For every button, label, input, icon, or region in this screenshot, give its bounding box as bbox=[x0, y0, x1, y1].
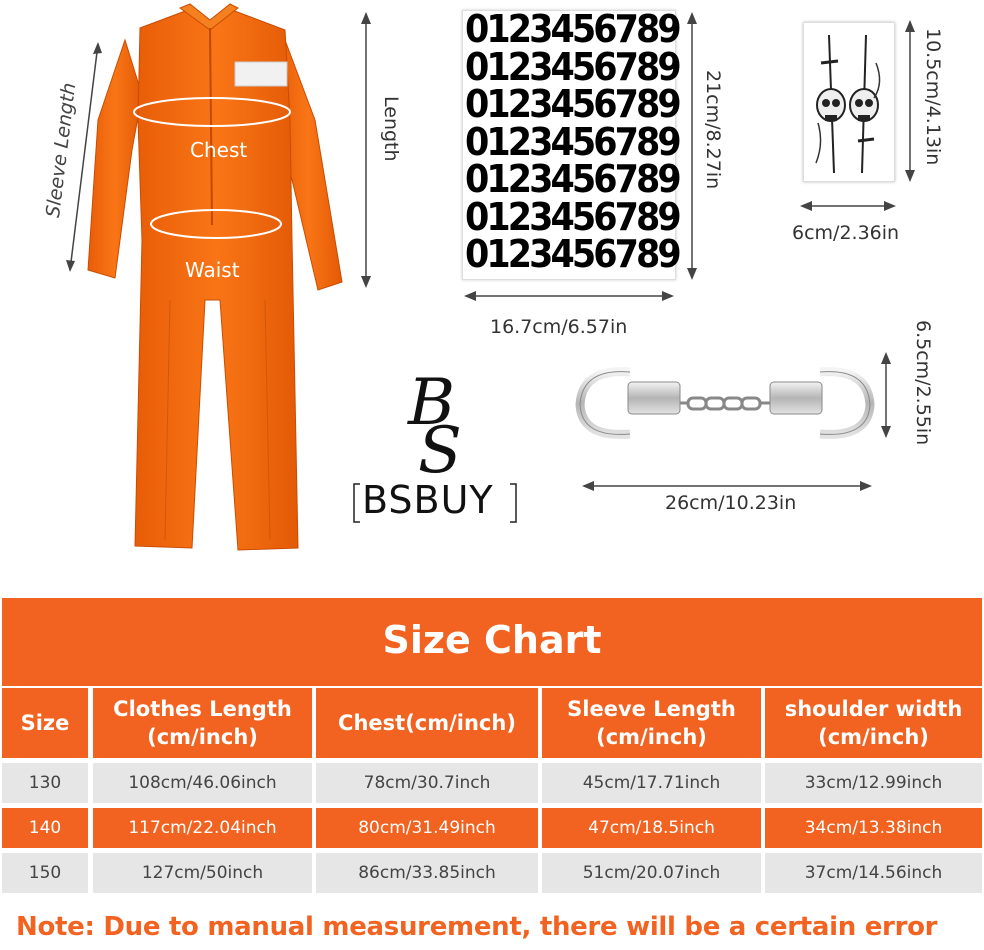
table-cell: 150 bbox=[2, 853, 88, 893]
number-row: 0123456789 bbox=[465, 82, 679, 126]
svg-text:S: S bbox=[418, 414, 462, 477]
chest-label: Chest bbox=[190, 138, 248, 162]
table-cell: 51cm/20.07inch bbox=[542, 853, 761, 893]
bsbuy-logo-mark bbox=[400, 362, 480, 477]
tattoo-height-label: 10.5cm/4.13in bbox=[922, 28, 944, 166]
skull-dagger-icon bbox=[804, 23, 894, 181]
length-arrow bbox=[356, 10, 376, 290]
sheet-width-label: 16.7cm/6.57in bbox=[490, 316, 628, 338]
table-cell: 86cm/33.85inch bbox=[316, 853, 538, 893]
table-cell: 140 bbox=[2, 808, 88, 848]
table-cell: 45cm/17.71inch bbox=[542, 763, 761, 803]
svg-text:B: B bbox=[408, 366, 456, 440]
table-cell: 80cm/31.49inch bbox=[316, 808, 538, 848]
table-cell: 47cm/18.5inch bbox=[542, 808, 761, 848]
handcuffs-width-label: 26cm/10.23in bbox=[665, 492, 797, 514]
number-sticker-sheet bbox=[462, 7, 679, 280]
header-chest: Chest(cm/inch) bbox=[316, 688, 538, 758]
header-size: Size bbox=[2, 688, 88, 758]
table-cell: 130 bbox=[2, 763, 88, 803]
table-cell: 108cm/46.06inch bbox=[93, 763, 312, 803]
number-row: 0123456789 bbox=[465, 119, 679, 164]
handcuffs-icon bbox=[570, 360, 880, 450]
number-row: 0123456789 bbox=[465, 7, 679, 51]
header-sleeve-length: Sleeve Length (cm/inch) bbox=[542, 688, 761, 758]
brand-name: BSBUY bbox=[362, 478, 494, 522]
size-chart-title: Size Chart bbox=[382, 618, 602, 662]
size-chart-table bbox=[2, 598, 982, 898]
table-cell: 33cm/12.99inch bbox=[765, 763, 982, 803]
size-chart-title-bar bbox=[2, 598, 982, 686]
number-row: 0123456789 bbox=[465, 194, 679, 239]
measurement-note: Note: Due to manual measurement, there will be a certain error bbox=[16, 912, 938, 942]
tattoo-width-label: 6cm/2.36in bbox=[792, 222, 900, 244]
number-row: 0123456789 bbox=[465, 157, 679, 201]
table-cell: 37cm/14.56inch bbox=[765, 853, 982, 893]
waist-label: Waist bbox=[185, 258, 240, 282]
tattoo-height-arrow bbox=[902, 18, 918, 184]
sheet-width-arrow bbox=[462, 288, 676, 304]
table-cell: 34cm/13.38inch bbox=[765, 808, 982, 848]
table-cell: 78cm/30.7inch bbox=[316, 763, 538, 803]
sleeve-length-label: Sleeve Length bbox=[42, 81, 81, 219]
tattoo-sticker bbox=[803, 22, 895, 182]
table-cell: 127cm/50inch bbox=[93, 853, 312, 893]
handcuffs-height-label: 6.5cm/2.55in bbox=[912, 320, 934, 446]
header-shoulder-width: shoulder width (cm/inch) bbox=[765, 688, 982, 758]
table-cell: 117cm/22.04inch bbox=[93, 808, 312, 848]
tattoo-width-arrow bbox=[798, 198, 898, 214]
header-clothes-length: Clothes Length (cm/inch) bbox=[93, 688, 312, 758]
sheet-height-label: 21cm/8.27in bbox=[702, 70, 724, 190]
number-row: 0123456789 bbox=[465, 232, 679, 276]
length-label: Length bbox=[380, 96, 402, 162]
handcuffs-height-arrow bbox=[878, 350, 894, 440]
sheet-height-arrow bbox=[684, 10, 700, 282]
number-row: 0123456789 bbox=[465, 44, 679, 89]
